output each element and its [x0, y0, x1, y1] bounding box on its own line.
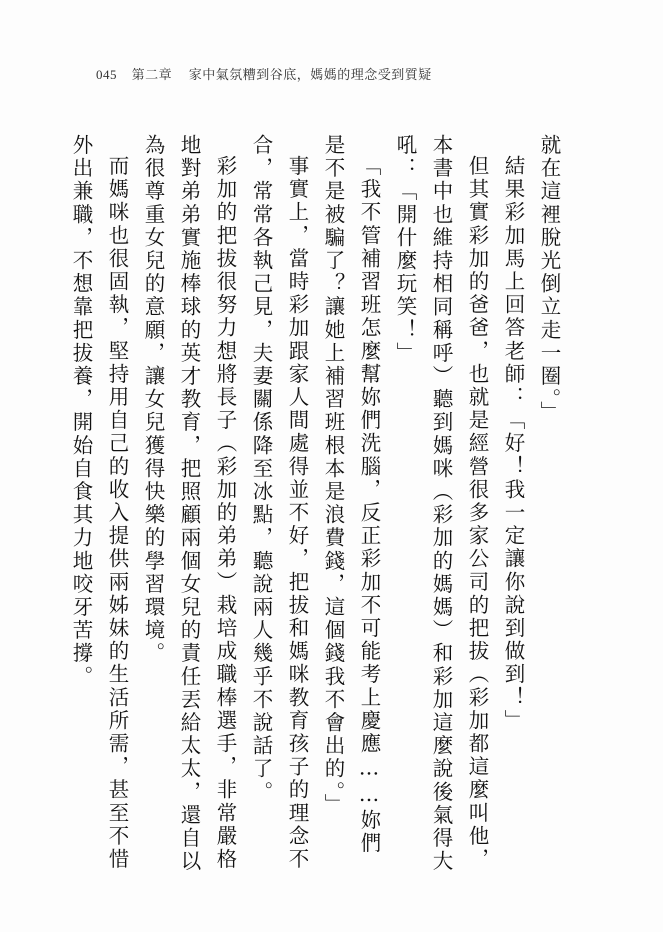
chapter-title: 家中氣氛糟到谷底，媽媽的理念受到質疑	[188, 68, 432, 83]
page-number: 045	[96, 67, 117, 82]
paragraph: 「我不管補習班怎麼幫妳們洗腦，反正彩加不可能考上慶應……妳們是不是被騙了？讓她上補習班根本是浪費錢，這個錢我不會出的。」	[321, 134, 381, 855]
paragraph: 但其實彩加的爸爸，也就是經營很多家公司的把拔（彩加都這麼叫他，本書中也維持相同稱呼）聽到媽咪（彩加的媽媽）和彩加這麼說後氣得大吼：「開什麼玩笑！」	[393, 134, 489, 874]
paragraph: 就在這裡脫光倒立走一圈。」	[537, 134, 561, 425]
paragraph: 而媽咪也很固執，堅持用自己的收入提供兩姊妹的生活所需，甚至不惜外出兼職，不想靠把拔養，開始自食其力地咬牙苦撐。	[69, 134, 129, 871]
running-head	[96, 64, 432, 83]
paragraph: 事實上，當時彩加跟家人間處得並不好，把拔和媽咪教育孩子的理念不合，常常各執己見，夫妻關係降至冰點，聽說兩人幾乎不說話了。	[249, 134, 309, 871]
chapter-label: 第二章	[131, 68, 173, 83]
vertical-body-text	[69, 134, 567, 874]
paragraph: 彩加的把拔很努力想將長子（彩加的弟弟）栽培成職棒選手，非常嚴格地對弟弟實施棒球的英才教育，把照顧兩個女兒的責任丟給太太，還自以為很尊重女兒的意願，讓女兒獲得快樂的學習環境。	[141, 134, 237, 874]
paragraph: 結果彩加馬上回答老師：「好！我一定讓你說到做到！」	[501, 154, 525, 732]
